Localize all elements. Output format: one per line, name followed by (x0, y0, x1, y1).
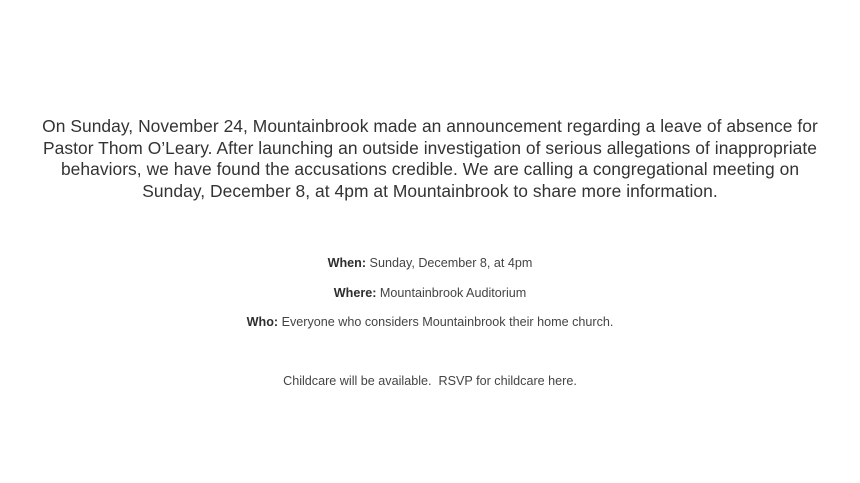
meeting-who (0, 314, 860, 330)
where-value: Mountainbrook Auditorium (376, 286, 527, 300)
announcement-paragraph: On Sunday, November 24, Mountainbrook made an announcement regarding a leave of absence for Pastor Thom O’Leary. After launching an outside investigation of serious allegations of inappropriate behaviors, we have found the accusations credible. We are calling a congregational meeting on Sunday, December 8, at 4pm at Mountainbrook to share more information. (42, 116, 818, 201)
childcare-suffix: . (573, 374, 577, 388)
where-label: Where: (333, 286, 377, 300)
rsvp-childcare-link[interactable]: here (548, 374, 574, 388)
meeting-when (0, 255, 860, 271)
who-value: Everyone who considers Mountainbrook their home church. (278, 315, 614, 329)
when-label: When: (327, 256, 367, 270)
when-value: Sunday, December 8, at 4pm (366, 256, 533, 270)
childcare-text: Childcare will be available. RSVP for childcare (283, 374, 549, 388)
who-label: Who: (246, 315, 279, 329)
meeting-where (0, 285, 860, 301)
childcare-note (0, 373, 860, 389)
